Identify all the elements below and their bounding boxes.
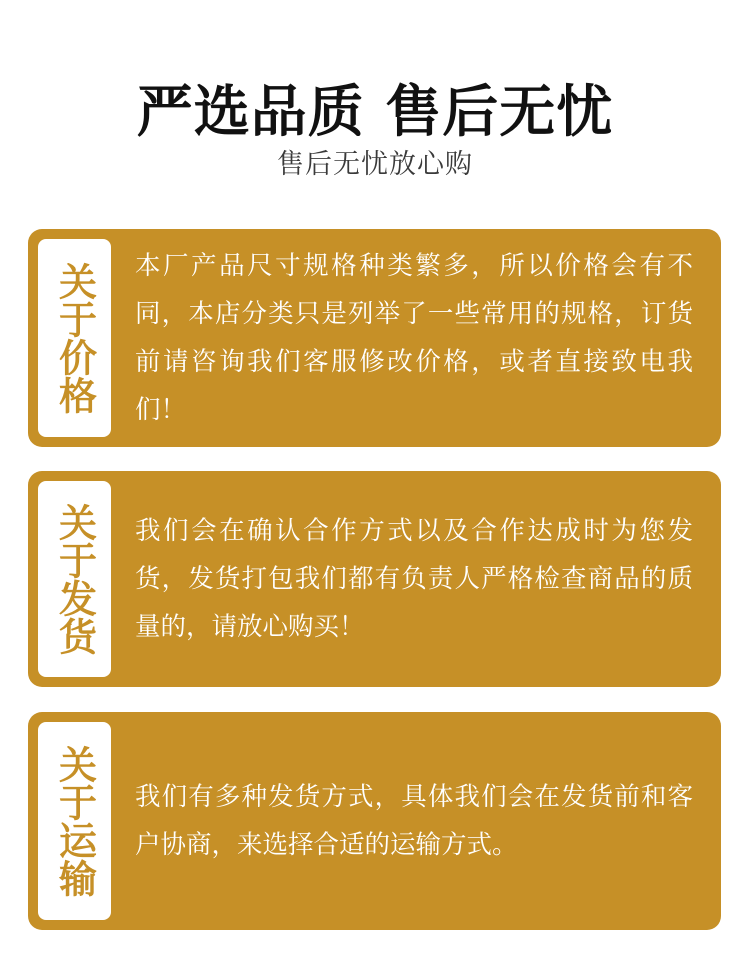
card-tag-label: 关于价格 (52, 262, 98, 414)
card-body (135, 471, 693, 687)
card-tag-box (38, 239, 111, 437)
page-title: 严选品质 售后无忧 (136, 79, 614, 145)
info-card-shipping (28, 471, 721, 687)
card-tag-label: 关于发货 (52, 503, 98, 655)
card-body-text: 本厂产品尺寸规格种类繁多，所以价格会有不同，本店分类只是列举了一些常用的规格，订货前请咨询我们客服修改价格，或者直接致电我们！ (135, 251, 693, 425)
card-body (135, 229, 693, 447)
card-body-text: 我们有多种发货方式，具体我们会在发货前和客户协商，来选择合适的运输方式。 (135, 782, 693, 860)
info-card-price (28, 229, 721, 447)
card-body (135, 712, 693, 930)
card-tag-box (38, 722, 111, 920)
info-card-transport (28, 712, 721, 930)
card-body-text: 我们会在确认合作方式以及合作达成时为您发货，发货打包我们都有负责人严格检查商品的质量的，请放心购买！ (135, 516, 693, 642)
card-tag-box (38, 481, 111, 677)
card-tag-label: 关于运输 (52, 745, 98, 897)
page-subtitle: 售后无忧放心购 (277, 149, 473, 180)
